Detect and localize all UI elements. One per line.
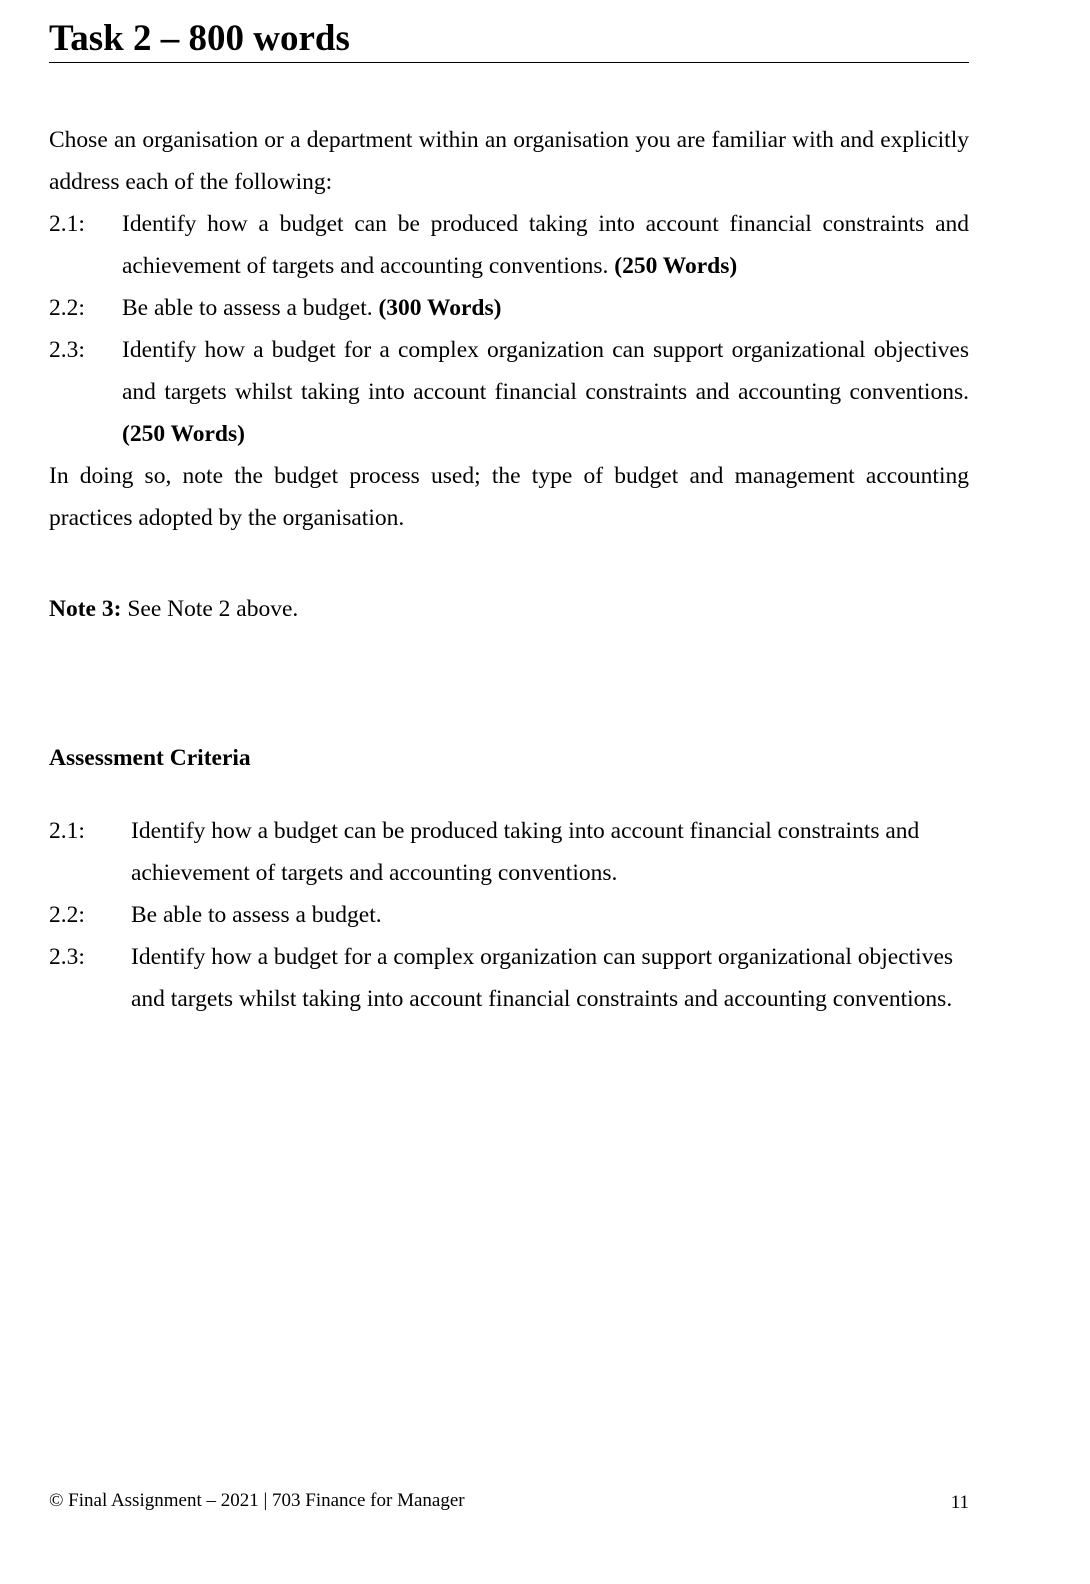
document-page <box>49 0 969 1020</box>
task-description: Identify how a budget for a complex organization can support organizational objectives and targets whilst taking into account financial constraints and accounting conventions. <box>122 337 969 405</box>
task-list <box>49 203 969 455</box>
task-item <box>49 203 969 287</box>
intro-paragraph: Chose an organisation or a department within an organisation you are familiar with and explicitly address each of the following: <box>49 127 969 195</box>
criteria-text: Be able to assess a budget. <box>131 902 382 928</box>
criteria-text: Identify how a budget for a complex organization can support organizational objectives and targets whilst taking into account financial constraints and accounting conventions. <box>131 944 954 1012</box>
task-text <box>122 329 969 455</box>
task-text <box>122 287 969 329</box>
task-text <box>122 203 969 287</box>
task-heading: Task 2 – 800 words <box>49 0 969 63</box>
criteria-item <box>49 894 969 936</box>
page-footer <box>49 1490 969 1512</box>
criteria-number: 2.3: <box>49 944 85 970</box>
task-description: Identify how a budget can be produced taking into account financial constraints and achievement of targets and accounting conventions. <box>122 211 969 279</box>
task-number: 2.3: <box>49 337 85 363</box>
criteria-item <box>49 810 969 894</box>
criteria-heading: Assessment Criteria <box>49 745 251 771</box>
task-description: Be able to assess a budget. <box>122 295 373 321</box>
criteria-number: 2.1: <box>49 818 85 844</box>
task-number: 2.1: <box>49 211 85 237</box>
criteria-number: 2.2: <box>49 902 85 928</box>
note <box>49 588 969 630</box>
closing-paragraph: In doing so, note the budget process used; the type of budget and management accounting practices adopted by the organisation. <box>49 463 969 531</box>
task-word-count: (250 Words) <box>614 253 738 279</box>
task-item <box>49 329 969 455</box>
note-text: See Note 2 above. <box>127 596 299 622</box>
footer-copyright: © Final Assignment – 2021 | 703 Finance for Manager <box>49 1490 465 1511</box>
page-number: 11 <box>950 1492 969 1513</box>
task-item <box>49 287 969 329</box>
task-number: 2.2: <box>49 295 85 321</box>
criteria-list <box>49 810 969 1020</box>
note-label: Note 3: <box>49 596 122 622</box>
criteria-text: Identify how a budget can be produced taking into account financial constraints and achievement of targets and accounting conventions. <box>131 818 920 886</box>
task-word-count: (250 Words) <box>122 421 245 447</box>
task-word-count: (300 Words) <box>378 295 502 321</box>
criteria-item <box>49 936 969 1020</box>
